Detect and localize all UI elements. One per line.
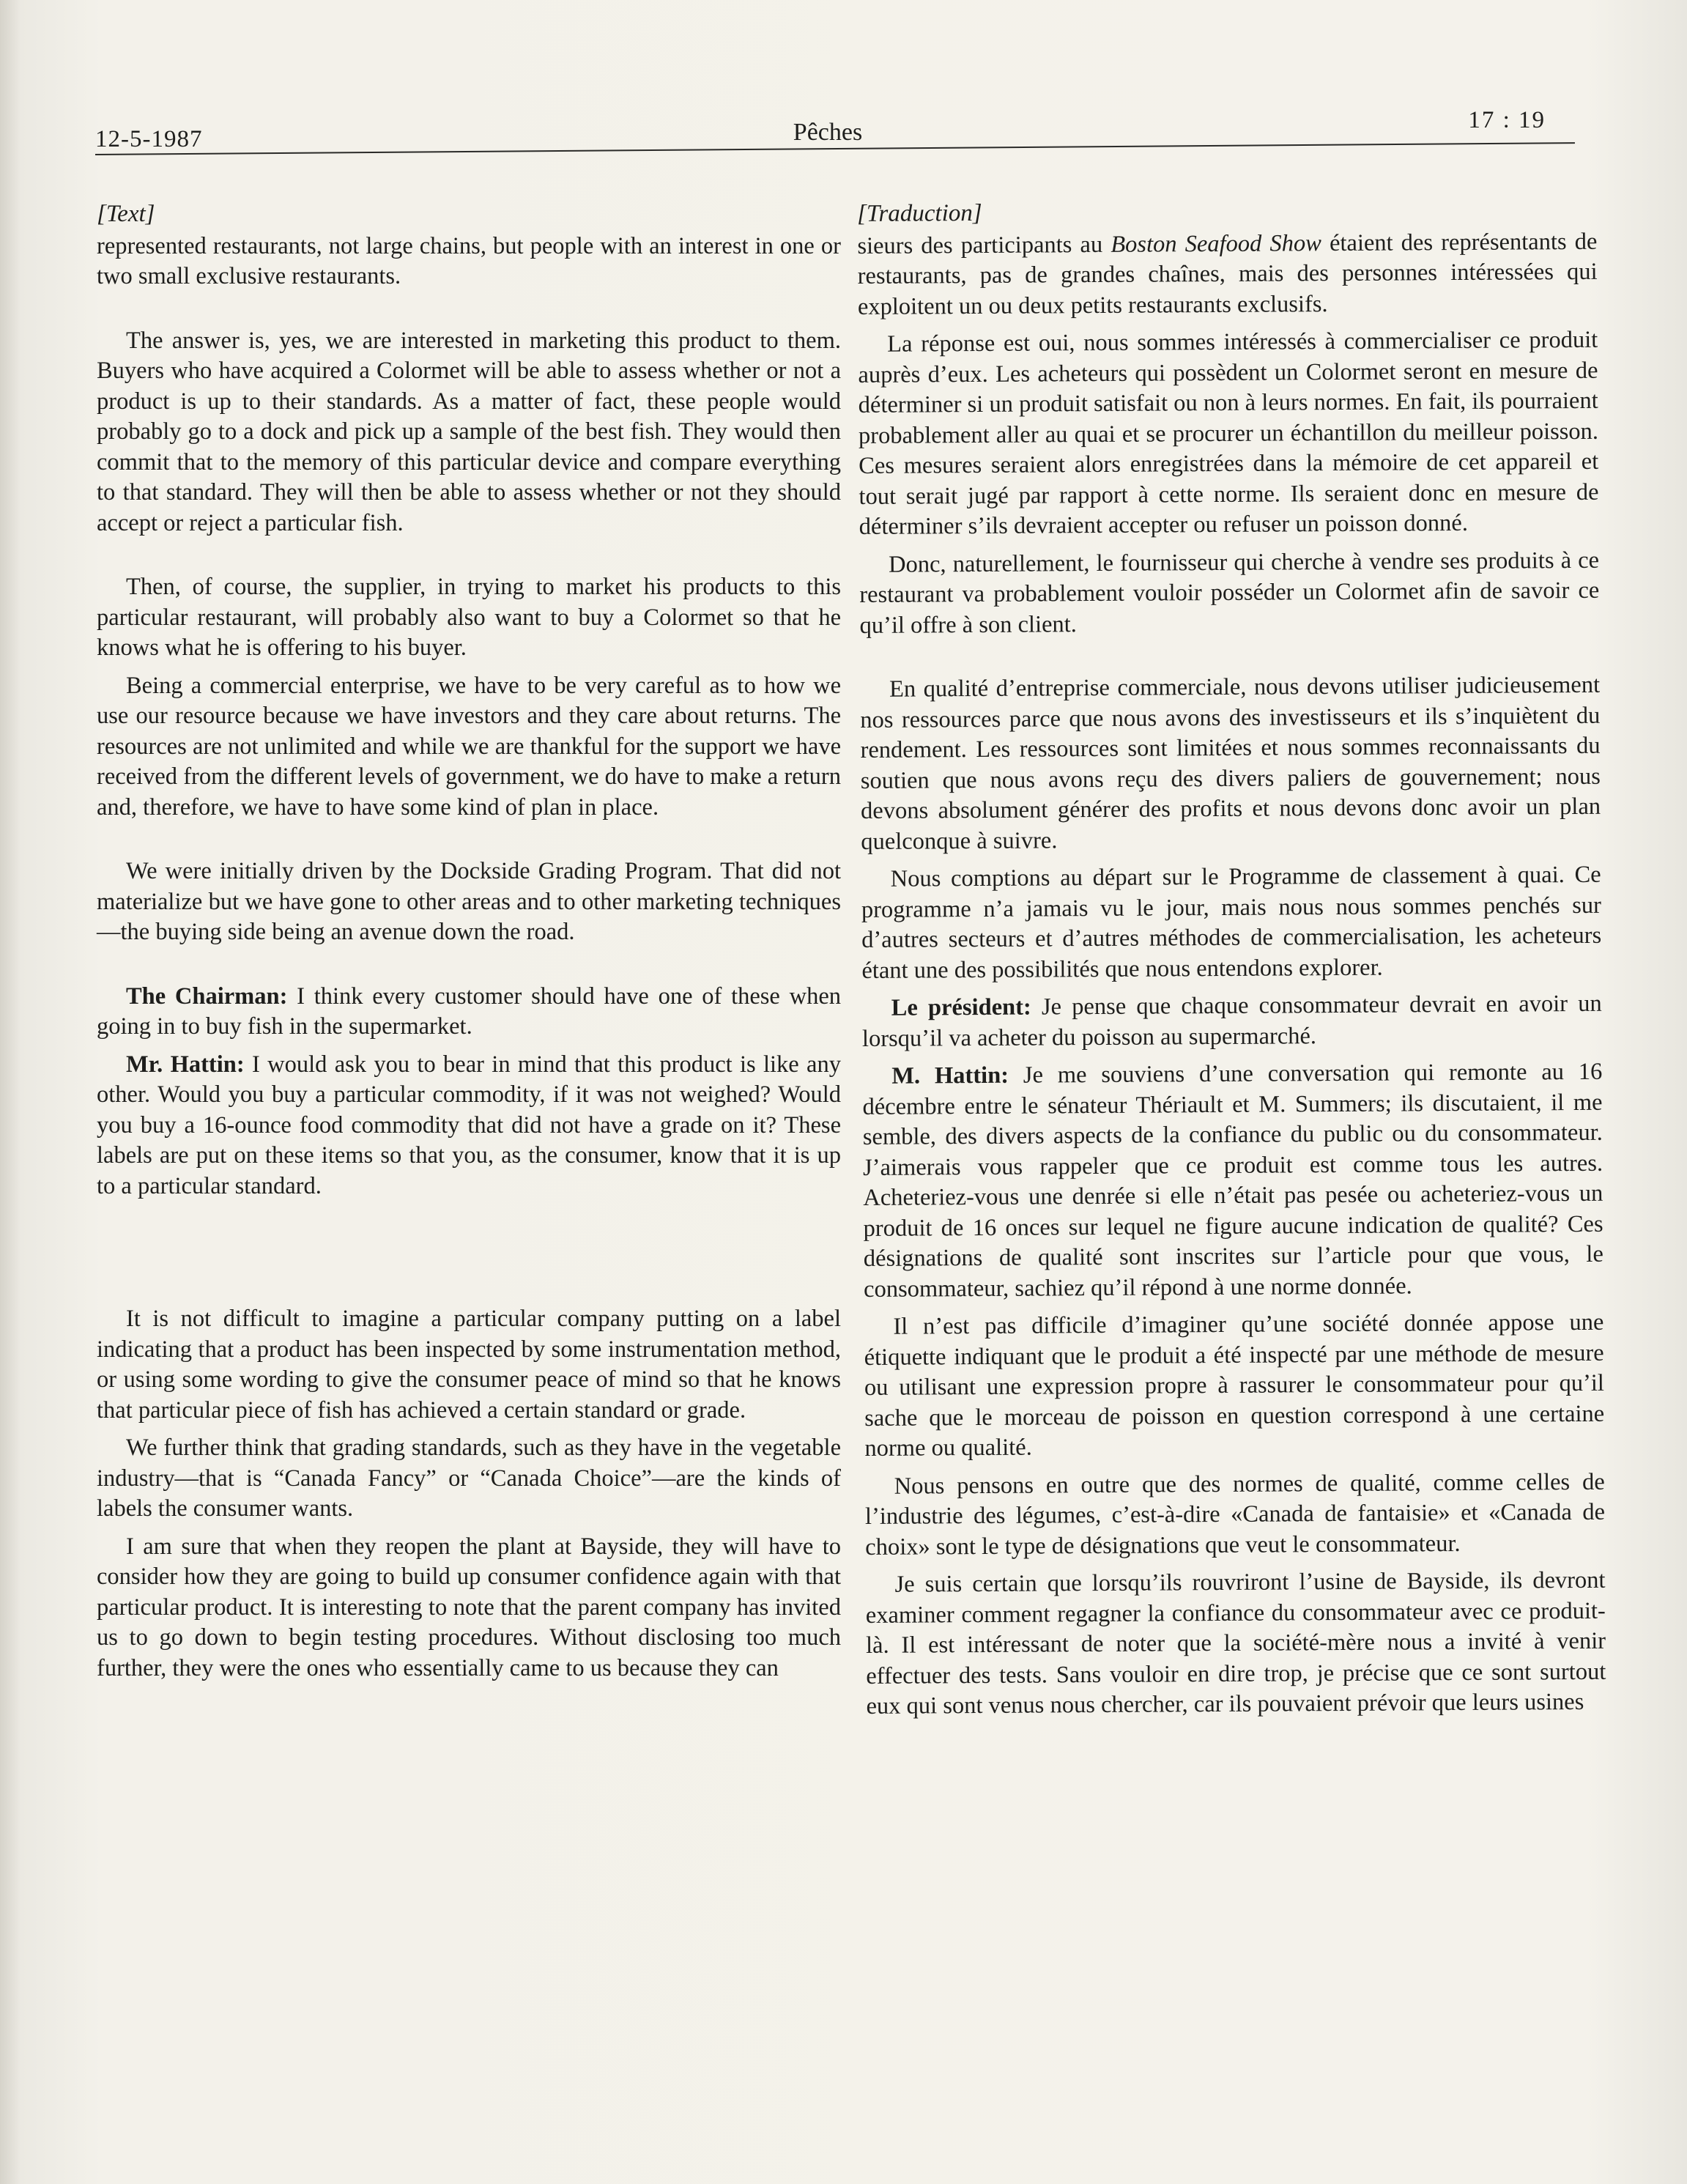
chairman-remark: I think every customer should have one of these when going in to buy fish in the supermarket. [97, 982, 841, 1040]
fr-paragraph-president [862, 989, 1602, 1054]
traduction-label: [Traduction] [857, 199, 982, 227]
en-paragraph-5: We were initially driven by the Dockside Grading Program. That did not materialize but we have gone to other areas and to other marketing techniques—the buying side being an avenue down the road. [97, 858, 841, 945]
fr-paragraph-1 [857, 226, 1598, 322]
en-paragraph-2: The answer is, yes, we are interested in marketing this product to them. Buyers who have acquired a Colormet will be able to assess whether or not a product is up to their standards. As a matter of fact, these people would probably go to a dock and pick up a sample of the best fish. They would then commit that to the memory of this particular device and compare everything to that standard. They will then be able to assess whether or not they should accept or reject a particular fish. [97, 327, 841, 536]
hattin-remark: I would ask you to bear in mind that this product is like any other. Would you buy a particular commodity, if it was not weighed? Would you buy a 16-ounce food commodity that did not have a grade on it? These labels are put on these items so that you, as the consumer, know that it is up to a particular standard. [97, 1051, 841, 1199]
english-column [97, 199, 841, 1691]
page-edge-shadow [0, 0, 21, 2184]
fr-paragraph-4: En qualité d’entreprise commerciale, nous devons utiliser judicieusement nos ressources parce que nous avons des investisseurs et ils s’inquiètent du rendement. Les ressources sont limitées et nous sommes reconnaissants du soutien que nous avons reçu des divers paliers de gouvernement; nous devons absolument générer des profits et nous devons donc avoir un plan quelconque à suivre. [860, 671, 1601, 855]
french-column [857, 195, 1606, 1730]
fr-p1-start: sieurs des participants au [857, 231, 1111, 259]
en-paragraph-hattin [97, 1050, 841, 1202]
fr-paragraph-8: Il n’est pas difficile d’imaginer qu’une société donnée appose une étiquette indiquant que le produit a été inspecté par une méthode de mesure ou utilisant une expression propre à rassurer le consommateur pour qu’il sache que le morceau de poisson en question correspond à une certaine norme ou qualité. [864, 1308, 1605, 1462]
en-paragraph-4: Being a commercial enterprise, we have to be very careful as to how we use our resource because we have investors and they care about returns. The resources are not unlimited and while we are thankful for the support we have received from the different levels of government, we do have to make a return and, therefore, we have to have some kind of plan in place. [97, 672, 841, 821]
m-hattin-remark: Je me souviens d’une conversation qui remonte au 16 décembre entre le sénateur Thériault et M. Summers; ils discutaient, il me semble, des divers aspects de la confiance du public ou du consommateur. J’aimerais vous rappeler que ce produit est comme tous les autres. Acheteriez-vous une denrée si elle n’était pas pesée ou acheteriez-vous un produit de 16 onces sur lequel ne figure aucune indication de qualité? Ces désignations de qualité sont inscrites sur l’article pour que vous, le consommateur, sachiez qu’il répond à une norme donnée. [862, 1058, 1603, 1303]
fr-paragraph-5: Nous comptions au départ sur le Programme de classement à quai. Ce programme n’a jamais vu le jour, mais nous nous sommes penchés sur d’autres secteurs et d’autres méthodes de commercialisation, les acheteurs étant une des possibilités que nous entendons explorer. [861, 861, 1602, 984]
fr-paragraph-9: Nous pensons en outre que des normes de qualité, comme celles de l’industrie des légumes, c’est-à-dire «Canada de fantaisie» et «Canada de choix» sont le type de désignations que veut le consommateur. [864, 1468, 1606, 1561]
header-date: 12-5-1987 [95, 126, 203, 152]
speaker-hattin: Mr. Hattin: [126, 1051, 245, 1078]
speaker-m-hattin: M. Hattin: [891, 1062, 1009, 1089]
president-remark: Je pense que chaque consommateur devrait en avoir un lorsqu’il va acheter du poisson au supermarché. [861, 990, 1602, 1052]
en-paragraph-chairman [97, 982, 841, 1043]
header-title: Pêches [793, 119, 863, 146]
fr-p1-event-name: Boston Seafood Show [1111, 229, 1322, 258]
page-header [95, 103, 1575, 154]
speaker-president: Le président: [891, 993, 1031, 1021]
en-paragraph-9: We further think that grading standards, such as they have in the vegetable industry—that is “Canada Fancy” or “Canada Choice”—are the kinds of labels the consumer wants. [97, 1435, 841, 1522]
en-paragraph-8: It is not difficult to imagine a particular company putting on a label indicating that a product has been inspected by some instrumentation method, or using some wording to give the consumer peace of mind so that he knows that particular piece of fish has achieved a certain standard or grade. [97, 1306, 841, 1424]
fr-paragraph-hattin [862, 1057, 1603, 1305]
fr-p1-end: étaient des représentants de restaurants, pas de grandes chaînes, mais des personnes intéressées qui exploitent un ou deux petits restaurants exclusifs. [857, 228, 1598, 320]
fr-paragraph-2: La réponse est oui, nous sommes intéressés à commercialiser ce produit auprès d’eux. Les acheteurs qui possèdent un Colormet seront en mesure de déterminer si un produit satisfait ou non à leurs normes. En fait, ils pourraient probablement aller au quai et se procurer un échantillon du meilleur poisson. Ces mesures seraient alors enregistrées dans la mémoire de cet appareil et tout serait jugé par rapport à cette norme. Ils seraient donc en mesure de déterminer s’ils devraient accepter ou refuser un poisson donné. [858, 326, 1599, 540]
en-paragraph-3: Then, of course, the supplier, in trying to market his products to this particular restaurant, will probably also want to buy a Colormet so that he knows what he is offering to his buyer. [97, 574, 841, 661]
header-page-number: 17 : 19 [1468, 107, 1546, 133]
fr-paragraph-3: Donc, naturellement, le fournisseur qui cherche à vendre ses produits à ce restaurant va probablement vouloir posséder un Colormet afin de savoir ce qu’il offre à son client. [859, 547, 1600, 639]
fr-paragraph-10: Je suis certain que lorsqu’ils rouvriront l’usine de Bayside, ils devront examiner comment regagner la confiance du consommateur avec ce produit-là. Il est intéressant de noter que la société-mère nous a invité à venir effectuer des tests. Sans vouloir en dire trop, je précise que ce sont surtout eux qui sont venus nous chercher, car ils pouvaient prévoir que leurs usines [865, 1566, 1606, 1720]
en-paragraph-1: represented restaurants, not large chains, but people with an interest in one or two small exclusive restaurants. [97, 232, 841, 289]
en-paragraph-10: I am sure that when they reopen the plant at Bayside, they will have to consider how they are going to build up consumer confidence again with that particular product. It is interesting to note that the parent company has invited us to go down to begin testing procedures. Without disclosing too much further, they were the ones who essentially came to us because they can [97, 1533, 841, 1681]
text-label: [Text] [97, 201, 155, 227]
speaker-chairman: The Chairman: [126, 982, 288, 1010]
